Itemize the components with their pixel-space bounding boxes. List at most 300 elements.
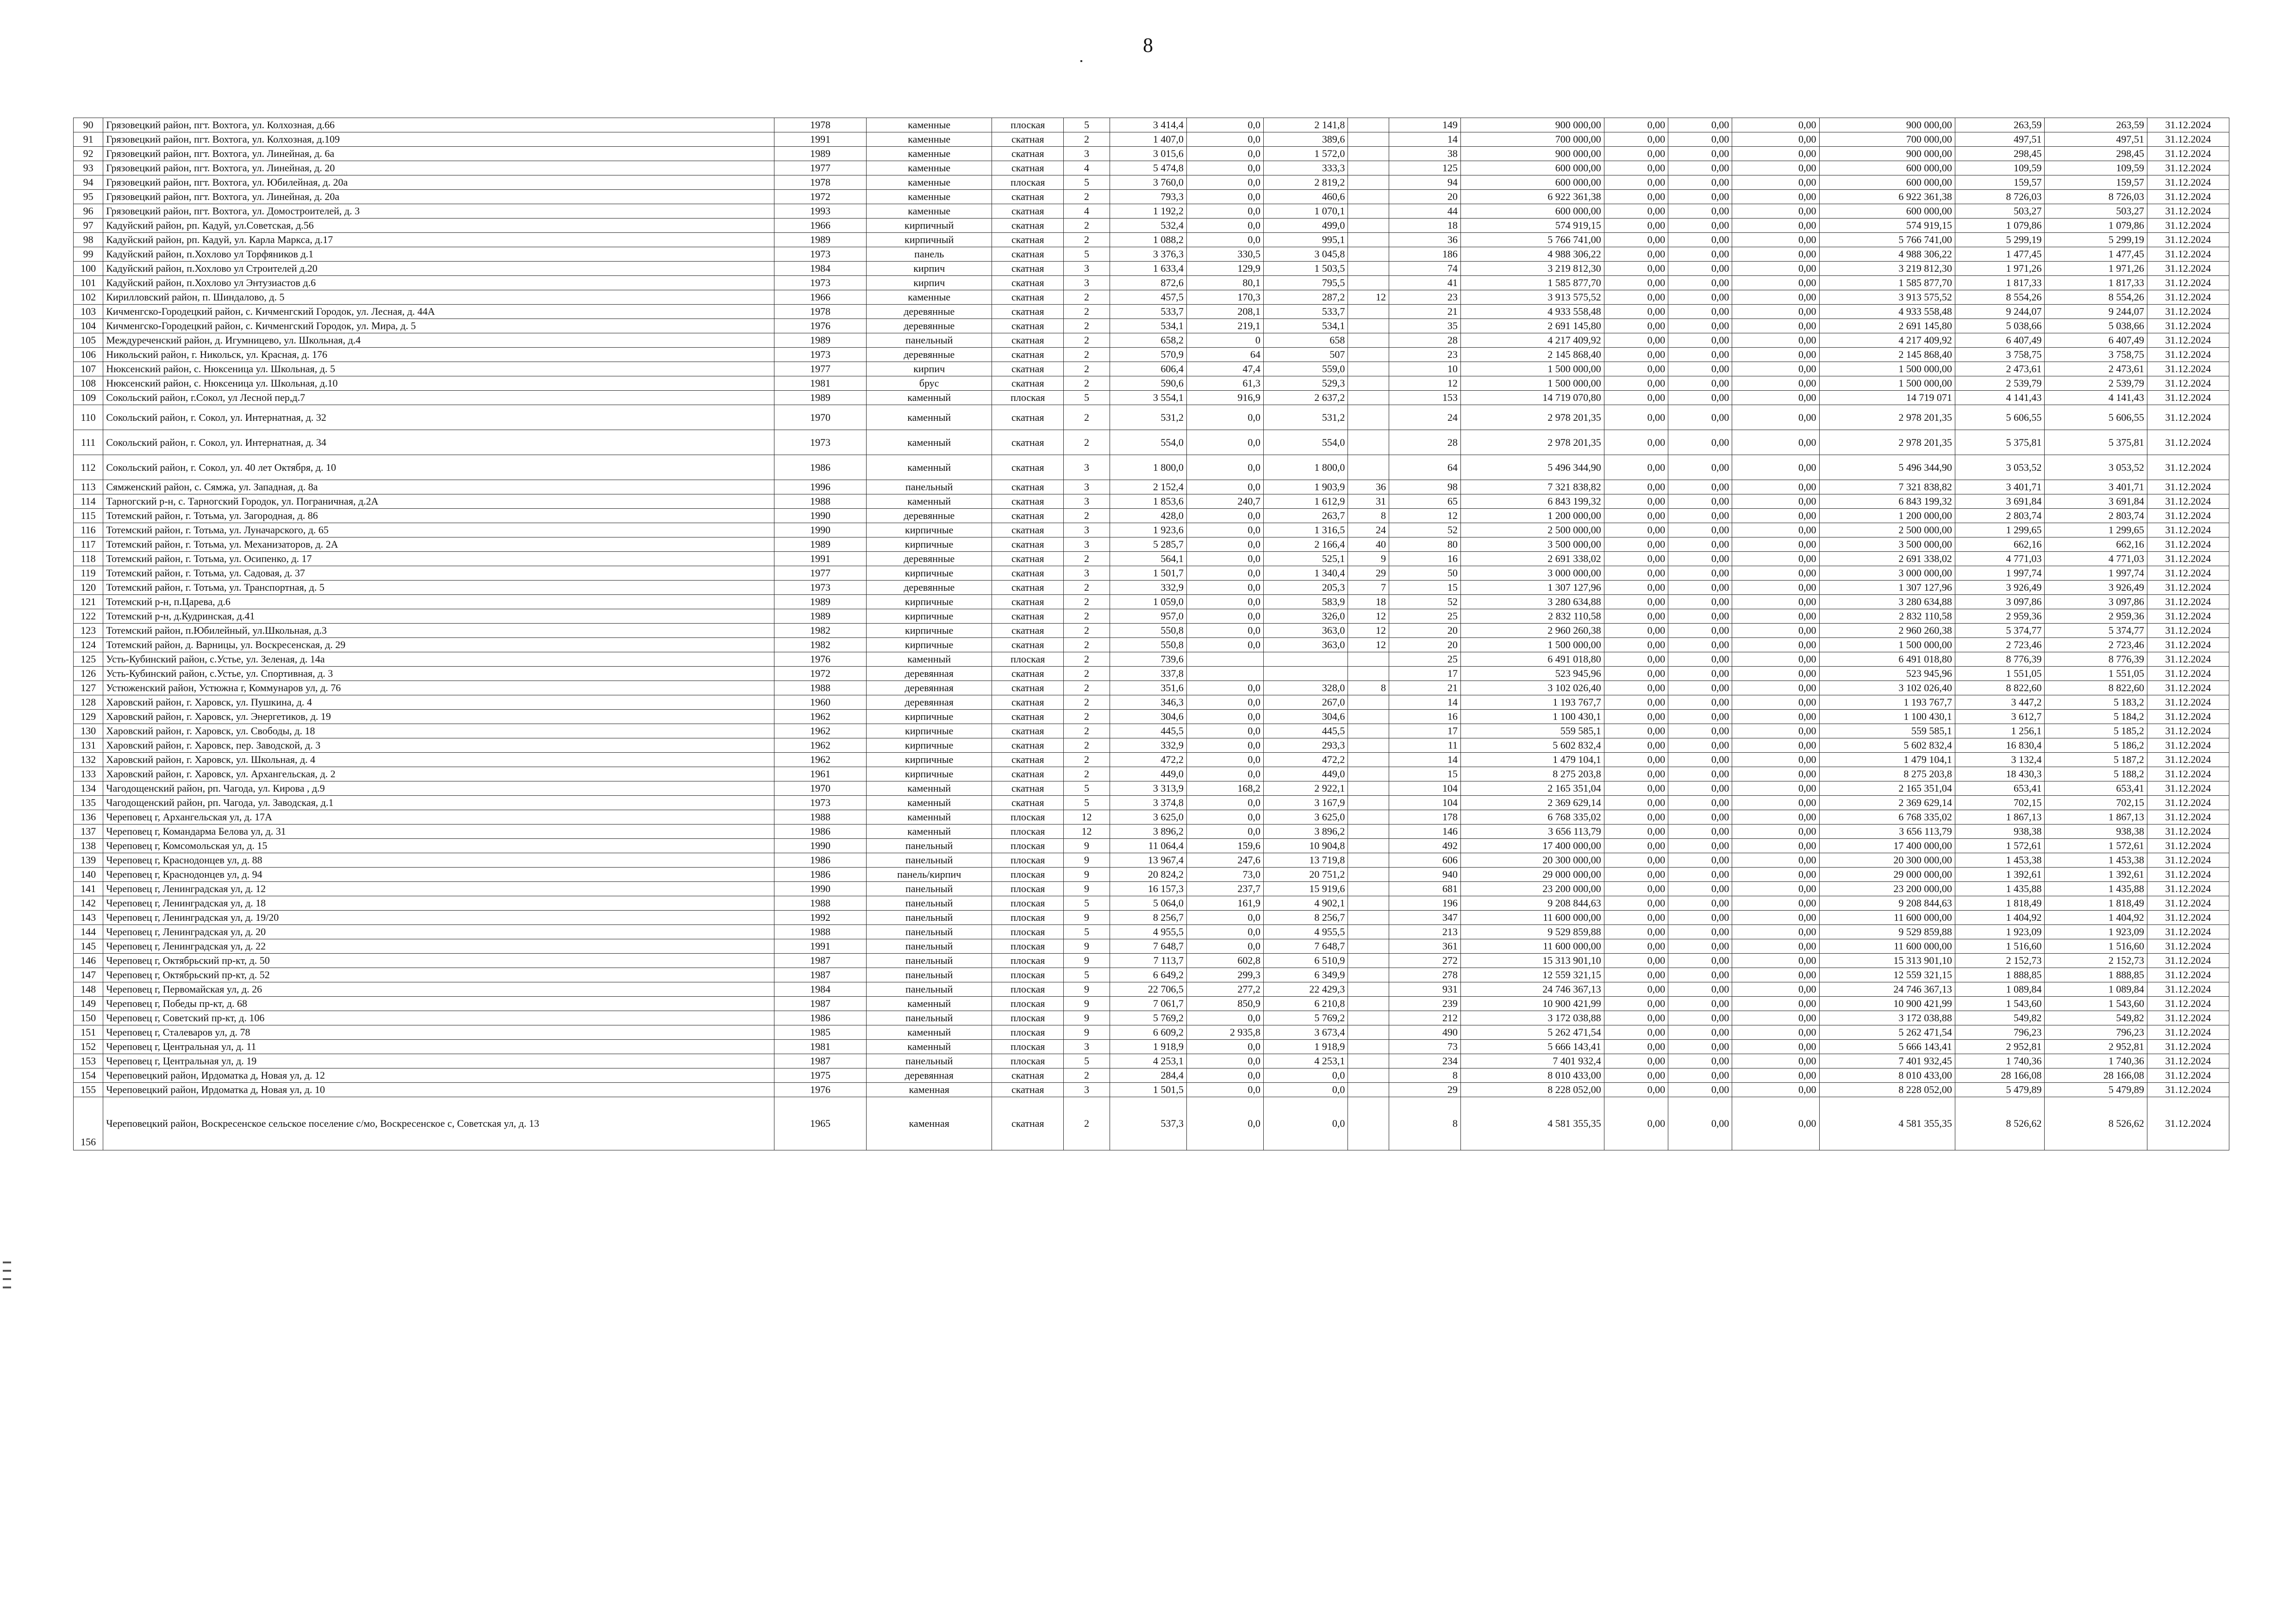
cost-fund-source-3-cell: 0,00: [1732, 810, 1819, 824]
apartments-cell: [1348, 939, 1389, 954]
address-cell: Тотемский р-н, д.Кудринская, д.41: [103, 609, 774, 624]
cost-total-repeat-cell: 12 559 321,15: [1819, 968, 1955, 982]
cost-fund-source-2-cell: 0,00: [1668, 781, 1732, 796]
address-cell: Череповец г, Центральная ул, д. 11: [103, 1040, 774, 1054]
row-index-cell: 153: [74, 1054, 103, 1068]
wall-material-cell: кирпичные: [867, 523, 992, 537]
cost-fund-source-1-cell: 0,00: [1604, 738, 1668, 753]
residents-cell: 74: [1389, 262, 1460, 276]
table-row: [74, 391, 2229, 405]
address-cell: Сямженский район, с. Сямжа, ул. Западная, д. 8а: [103, 480, 774, 494]
nonresidential-area-cell: 277,2: [1186, 982, 1263, 997]
roof-type-cell: скатная: [992, 523, 1064, 537]
completion-date-cell: 31.12.2024: [2147, 767, 2229, 781]
completion-date-cell: 31.12.2024: [2147, 147, 2229, 161]
cost-fund-source-3-cell: 0,00: [1732, 175, 1819, 190]
total-area-cell: 351,6: [1110, 681, 1186, 695]
cost-total-repeat-cell: 2 145 868,40: [1819, 348, 1955, 362]
total-area-cell: 564,1: [1110, 552, 1186, 566]
nonresidential-area-cell: 219,1: [1186, 319, 1263, 333]
cost-per-sqm-cell: 159,57: [1955, 175, 2045, 190]
cost-fund-source-3-cell: 0,00: [1732, 376, 1819, 391]
total-cost-cell: 5 766 741,00: [1460, 233, 1604, 247]
cost-fund-source-2-cell: 0,00: [1668, 262, 1732, 276]
row-index-cell: 145: [74, 939, 103, 954]
completion-date-cell: 31.12.2024: [2147, 724, 2229, 738]
residents-cell: 98: [1389, 480, 1460, 494]
residents-cell: 146: [1389, 824, 1460, 839]
cost-total-repeat-cell: 8 275 203,8: [1819, 767, 1955, 781]
roof-type-cell: плоская: [992, 118, 1064, 132]
total-area-cell: 428,0: [1110, 509, 1186, 523]
completion-date-cell: 31.12.2024: [2147, 333, 2229, 348]
roof-type-cell: скатная: [992, 132, 1064, 147]
cost-fund-source-1-cell: 0,00: [1604, 405, 1668, 430]
table-row: [74, 566, 2229, 581]
cost-total-repeat-cell: 3 000 000,00: [1819, 566, 1955, 581]
cost-fund-source-2-cell: 0,00: [1668, 319, 1732, 333]
total-cost-cell: 2 165 351,04: [1460, 781, 1604, 796]
cost-fund-source-1-cell: 0,00: [1604, 1054, 1668, 1068]
wall-material-cell: каменный: [867, 405, 992, 430]
cost-fund-source-3-cell: 0,00: [1732, 147, 1819, 161]
table-row: [74, 839, 2229, 853]
residents-cell: 196: [1389, 896, 1460, 911]
roof-type-cell: скатная: [992, 333, 1064, 348]
cost-fund-source-2-cell: 0,00: [1668, 190, 1732, 204]
cost-fund-source-1-cell: 0,00: [1604, 1011, 1668, 1025]
cost-fund-source-2-cell: 0,00: [1668, 132, 1732, 147]
total-area-cell: 4 955,5: [1110, 925, 1186, 939]
cost-fund-source-3-cell: 0,00: [1732, 1097, 1819, 1150]
residents-cell: 23: [1389, 348, 1460, 362]
total-area-cell: 3 554,1: [1110, 391, 1186, 405]
address-cell: Тарногский р-н, с. Тарногский Городок, ул. Пограничная, д.2А: [103, 494, 774, 509]
cost-limit-per-sqm-cell: 1 392,61: [2045, 868, 2147, 882]
cost-fund-source-2-cell: 0,00: [1668, 118, 1732, 132]
roof-type-cell: скатная: [992, 405, 1064, 430]
cost-limit-per-sqm-cell: 938,38: [2045, 824, 2147, 839]
floors-cell: 3: [1064, 537, 1110, 552]
apartments-cell: [1348, 319, 1389, 333]
cost-limit-per-sqm-cell: 5 186,2: [2045, 738, 2147, 753]
total-area-cell: 550,8: [1110, 624, 1186, 638]
nonresidential-area-cell: 602,8: [1186, 954, 1263, 968]
cost-total-repeat-cell: 900 000,00: [1819, 118, 1955, 132]
address-cell: Тотемский район, п.Юбилейный, ул.Школьная, д.3: [103, 624, 774, 638]
cost-fund-source-1-cell: 0,00: [1604, 839, 1668, 853]
nonresidential-area-cell: 0,0: [1186, 552, 1263, 566]
cost-fund-source-3-cell: 0,00: [1732, 781, 1819, 796]
row-index-cell: 147: [74, 968, 103, 982]
cost-fund-source-2-cell: 0,00: [1668, 147, 1732, 161]
roof-type-cell: скатная: [992, 509, 1064, 523]
cost-per-sqm-cell: 3 097,86: [1955, 595, 2045, 609]
address-cell: Харовский район, г. Харовск, ул. Школьная, д. 4: [103, 753, 774, 767]
cost-fund-source-3-cell: 0,00: [1732, 939, 1819, 954]
address-cell: Грязовецкий район, пгт. Вохтога, ул. Линейная, д. 20а: [103, 190, 774, 204]
residential-area-cell: 472,2: [1263, 753, 1348, 767]
cost-limit-per-sqm-cell: 2 539,79: [2045, 376, 2147, 391]
nonresidential-area-cell: 0,0: [1186, 638, 1263, 652]
completion-date-cell: 31.12.2024: [2147, 523, 2229, 537]
build-year-cell: 1978: [774, 305, 866, 319]
total-area-cell: 534,1: [1110, 319, 1186, 333]
residential-area-cell: 1 503,5: [1263, 262, 1348, 276]
apartments-cell: [1348, 1068, 1389, 1083]
apartments-cell: [1348, 911, 1389, 925]
cost-total-repeat-cell: 2 369 629,14: [1819, 796, 1955, 810]
cost-fund-source-3-cell: 0,00: [1732, 190, 1819, 204]
completion-date-cell: 31.12.2024: [2147, 190, 2229, 204]
total-area-cell: 284,4: [1110, 1068, 1186, 1083]
cost-fund-source-3-cell: 0,00: [1732, 1068, 1819, 1083]
residential-area-cell: 0,0: [1263, 1083, 1348, 1097]
cost-total-repeat-cell: 2 978 201,35: [1819, 430, 1955, 455]
floors-cell: 2: [1064, 319, 1110, 333]
cost-limit-per-sqm-cell: 1 477,45: [2045, 247, 2147, 262]
residential-area-cell: 263,7: [1263, 509, 1348, 523]
floors-cell: 2: [1064, 362, 1110, 376]
cost-per-sqm-cell: 1 516,60: [1955, 939, 2045, 954]
nonresidential-area-cell: 0,0: [1186, 595, 1263, 609]
cost-fund-source-3-cell: 0,00: [1732, 1083, 1819, 1097]
residential-area-cell: 3 896,2: [1263, 824, 1348, 839]
cost-per-sqm-cell: 1 572,61: [1955, 839, 2045, 853]
table-row: [74, 1068, 2229, 1083]
wall-material-cell: каменные: [867, 175, 992, 190]
address-cell: Грязовецкий район, пгт. Вохтога, ул. Колхозная, д.109: [103, 132, 774, 147]
residential-area-cell: 293,3: [1263, 738, 1348, 753]
nonresidential-area-cell: 0,0: [1186, 219, 1263, 233]
apartments-cell: [1348, 925, 1389, 939]
floors-cell: 9: [1064, 868, 1110, 882]
table-row: [74, 638, 2229, 652]
residential-area-cell: 22 429,3: [1263, 982, 1348, 997]
cost-per-sqm-cell: 796,23: [1955, 1025, 2045, 1040]
nonresidential-area-cell: 0,0: [1186, 566, 1263, 581]
housing-registry-table: [73, 118, 2229, 1150]
build-year-cell: 1989: [774, 233, 866, 247]
cost-fund-source-2-cell: 0,00: [1668, 624, 1732, 638]
completion-date-cell: 31.12.2024: [2147, 175, 2229, 190]
cost-fund-source-2-cell: 0,00: [1668, 810, 1732, 824]
nonresidential-area-cell: 0,0: [1186, 1083, 1263, 1097]
completion-date-cell: 31.12.2024: [2147, 204, 2229, 219]
total-cost-cell: 600 000,00: [1460, 161, 1604, 175]
floors-cell: 9: [1064, 839, 1110, 853]
table-row: [74, 175, 2229, 190]
cost-fund-source-3-cell: 0,00: [1732, 233, 1819, 247]
floors-cell: 3: [1064, 480, 1110, 494]
cost-total-repeat-cell: 1 200 000,00: [1819, 509, 1955, 523]
floors-cell: 3: [1064, 276, 1110, 290]
cost-limit-per-sqm-cell: 8 526,62: [2045, 1097, 2147, 1150]
residential-area-cell: 389,6: [1263, 132, 1348, 147]
cost-per-sqm-cell: 1 551,05: [1955, 667, 2045, 681]
completion-date-cell: 31.12.2024: [2147, 681, 2229, 695]
build-year-cell: 1973: [774, 276, 866, 290]
apartments-cell: 12: [1348, 290, 1389, 305]
table-row: [74, 810, 2229, 824]
wall-material-cell: кирпичные: [867, 753, 992, 767]
floors-cell: 5: [1064, 391, 1110, 405]
cost-total-repeat-cell: 5 766 741,00: [1819, 233, 1955, 247]
address-cell: Тотемский район, г. Тотьма, ул. Садовая, д. 37: [103, 566, 774, 581]
roof-type-cell: плоская: [992, 1040, 1064, 1054]
build-year-cell: 1993: [774, 204, 866, 219]
row-index-cell: 146: [74, 954, 103, 968]
residents-cell: 10: [1389, 362, 1460, 376]
cost-total-repeat-cell: 23 200 000,00: [1819, 882, 1955, 896]
completion-date-cell: 31.12.2024: [2147, 430, 2229, 455]
cost-per-sqm-cell: 1 435,88: [1955, 882, 2045, 896]
build-year-cell: 1991: [774, 552, 866, 566]
roof-type-cell: скатная: [992, 362, 1064, 376]
build-year-cell: 1991: [774, 132, 866, 147]
floors-cell: 2: [1064, 609, 1110, 624]
roof-type-cell: плоская: [992, 982, 1064, 997]
cost-fund-source-2-cell: 0,00: [1668, 290, 1732, 305]
cost-fund-source-3-cell: 0,00: [1732, 824, 1819, 839]
cost-total-repeat-cell: 1 500 000,00: [1819, 376, 1955, 391]
cost-per-sqm-cell: 662,16: [1955, 537, 2045, 552]
cost-fund-source-3-cell: 0,00: [1732, 624, 1819, 638]
table-row: [74, 147, 2229, 161]
address-cell: Череповец г, Архангельская ул, д. 17А: [103, 810, 774, 824]
floors-cell: 2: [1064, 305, 1110, 319]
cost-fund-source-1-cell: 0,00: [1604, 391, 1668, 405]
cost-per-sqm-cell: 1 888,85: [1955, 968, 2045, 982]
cost-limit-per-sqm-cell: 662,16: [2045, 537, 2147, 552]
cost-fund-source-2-cell: 0,00: [1668, 868, 1732, 882]
table-row: [74, 118, 2229, 132]
cost-per-sqm-cell: 938,38: [1955, 824, 2045, 839]
apartments-cell: [1348, 219, 1389, 233]
roof-type-cell: скатная: [992, 1097, 1064, 1150]
total-cost-cell: 24 746 367,13: [1460, 982, 1604, 997]
cost-total-repeat-cell: 11 600 000,00: [1819, 939, 1955, 954]
total-cost-cell: 523 945,96: [1460, 667, 1604, 681]
cost-per-sqm-cell: 9 244,07: [1955, 305, 2045, 319]
address-cell: Сокольский район, г. Сокол, ул. 40 лет Октября, д. 10: [103, 455, 774, 480]
residents-cell: 64: [1389, 455, 1460, 480]
total-cost-cell: 3 280 634,88: [1460, 595, 1604, 609]
cost-fund-source-1-cell: 0,00: [1604, 581, 1668, 595]
total-area-cell: 1 501,5: [1110, 1083, 1186, 1097]
address-cell: Усть-Кубинский район, с.Устье, ул. Спортивная, д. 3: [103, 667, 774, 681]
completion-date-cell: 31.12.2024: [2147, 595, 2229, 609]
residential-area-cell: 445,5: [1263, 724, 1348, 738]
nonresidential-area-cell: 0,0: [1186, 118, 1263, 132]
roof-type-cell: скатная: [992, 753, 1064, 767]
roof-type-cell: скатная: [992, 738, 1064, 753]
row-index-cell: 104: [74, 319, 103, 333]
roof-type-cell: скатная: [992, 376, 1064, 391]
table-row: [74, 537, 2229, 552]
cost-fund-source-2-cell: 0,00: [1668, 276, 1732, 290]
floors-cell: 2: [1064, 190, 1110, 204]
wall-material-cell: панель: [867, 247, 992, 262]
address-cell: Череповец г, Ленинградская ул, д. 18: [103, 896, 774, 911]
cost-total-repeat-cell: 24 746 367,13: [1819, 982, 1955, 997]
address-cell: Никольский район, г. Никольск, ул. Красная, д. 176: [103, 348, 774, 362]
completion-date-cell: 31.12.2024: [2147, 276, 2229, 290]
total-area-cell: 1 800,0: [1110, 455, 1186, 480]
residents-cell: 80: [1389, 537, 1460, 552]
residents-cell: 213: [1389, 925, 1460, 939]
address-cell: Усть-Кубинский район, с.Устье, ул. Зеленая, д. 14а: [103, 652, 774, 667]
total-cost-cell: 2 832 110,58: [1460, 609, 1604, 624]
cost-fund-source-3-cell: 0,00: [1732, 609, 1819, 624]
wall-material-cell: панельный: [867, 911, 992, 925]
cost-total-repeat-cell: 2 691 338,02: [1819, 552, 1955, 566]
nonresidential-area-cell: 0,0: [1186, 190, 1263, 204]
address-cell: Грязовецкий район, пгт. Вохтога, ул. Колхозная, д.66: [103, 118, 774, 132]
total-area-cell: 5 064,0: [1110, 896, 1186, 911]
table-row: [74, 581, 2229, 595]
roof-type-cell: скатная: [992, 624, 1064, 638]
cost-fund-source-1-cell: 0,00: [1604, 796, 1668, 810]
cost-per-sqm-cell: 3 691,84: [1955, 494, 2045, 509]
wall-material-cell: каменный: [867, 1025, 992, 1040]
floors-cell: 5: [1064, 896, 1110, 911]
row-index-cell: 151: [74, 1025, 103, 1040]
address-cell: Череповец г, Командарма Белова ул, д. 31: [103, 824, 774, 839]
residents-cell: 178: [1389, 810, 1460, 824]
cost-total-repeat-cell: 600 000,00: [1819, 175, 1955, 190]
cost-limit-per-sqm-cell: 5 374,77: [2045, 624, 2147, 638]
build-year-cell: 1976: [774, 319, 866, 333]
address-cell: Сокольский район, г.Сокол, ул Лесной пер,д.7: [103, 391, 774, 405]
address-cell: Устюженский район, Устюжна г, Коммунаров ул, д. 76: [103, 681, 774, 695]
completion-date-cell: 31.12.2024: [2147, 348, 2229, 362]
cost-fund-source-2-cell: 0,00: [1668, 1054, 1732, 1068]
total-area-cell: 658,2: [1110, 333, 1186, 348]
cost-limit-per-sqm-cell: 2 803,74: [2045, 509, 2147, 523]
completion-date-cell: 31.12.2024: [2147, 695, 2229, 710]
row-index-cell: 99: [74, 247, 103, 262]
residents-cell: 361: [1389, 939, 1460, 954]
apartments-cell: [1348, 362, 1389, 376]
cost-total-repeat-cell: 1 193 767,7: [1819, 695, 1955, 710]
cost-per-sqm-cell: 5 038,66: [1955, 319, 2045, 333]
total-area-cell: 20 824,2: [1110, 868, 1186, 882]
row-index-cell: 119: [74, 566, 103, 581]
cost-per-sqm-cell: 3 447,2: [1955, 695, 2045, 710]
cost-fund-source-3-cell: 0,00: [1732, 566, 1819, 581]
wall-material-cell: деревянная: [867, 1068, 992, 1083]
floors-cell: 2: [1064, 348, 1110, 362]
row-index-cell: 128: [74, 695, 103, 710]
cost-limit-per-sqm-cell: 1 888,85: [2045, 968, 2147, 982]
cost-fund-source-2-cell: 0,00: [1668, 219, 1732, 233]
apartments-cell: [1348, 376, 1389, 391]
table-row: [74, 455, 2229, 480]
cost-limit-per-sqm-cell: 5 606,55: [2045, 405, 2147, 430]
completion-date-cell: 31.12.2024: [2147, 219, 2229, 233]
completion-date-cell: 31.12.2024: [2147, 305, 2229, 319]
residents-cell: 20: [1389, 190, 1460, 204]
row-index-cell: 100: [74, 262, 103, 276]
cost-fund-source-2-cell: 0,00: [1668, 537, 1732, 552]
apartments-cell: 31: [1348, 494, 1389, 509]
cost-total-repeat-cell: 600 000,00: [1819, 204, 1955, 219]
wall-material-cell: панельный: [867, 333, 992, 348]
nonresidential-area-cell: 0,0: [1186, 509, 1263, 523]
floors-cell: 3: [1064, 566, 1110, 581]
nonresidential-area-cell: 2 935,8: [1186, 1025, 1263, 1040]
cost-total-repeat-cell: 9 529 859,88: [1819, 925, 1955, 939]
wall-material-cell: кирпичные: [867, 724, 992, 738]
row-index-cell: 113: [74, 480, 103, 494]
residential-area-cell: 554,0: [1263, 430, 1348, 455]
address-cell: Череповец г, Первомайская ул, д. 26: [103, 982, 774, 997]
residential-area-cell: 328,0: [1263, 681, 1348, 695]
completion-date-cell: 31.12.2024: [2147, 455, 2229, 480]
cost-fund-source-3-cell: 0,00: [1732, 882, 1819, 896]
row-index-cell: 110: [74, 405, 103, 430]
cost-per-sqm-cell: 1 818,49: [1955, 896, 2045, 911]
wall-material-cell: кирпич: [867, 276, 992, 290]
cost-limit-per-sqm-cell: 1 453,38: [2045, 853, 2147, 868]
nonresidential-area-cell: 0,0: [1186, 480, 1263, 494]
build-year-cell: 1990: [774, 839, 866, 853]
completion-date-cell: 31.12.2024: [2147, 1011, 2229, 1025]
cost-fund-source-3-cell: 0,00: [1732, 552, 1819, 566]
row-index-cell: 152: [74, 1040, 103, 1054]
row-index-cell: 131: [74, 738, 103, 753]
residents-cell: 186: [1389, 247, 1460, 262]
cost-limit-per-sqm-cell: 1 818,49: [2045, 896, 2147, 911]
apartments-cell: [1348, 233, 1389, 247]
table-row: [74, 853, 2229, 868]
total-area-cell: 332,9: [1110, 738, 1186, 753]
build-year-cell: 1973: [774, 430, 866, 455]
total-area-cell: 872,6: [1110, 276, 1186, 290]
cost-per-sqm-cell: 2 473,61: [1955, 362, 2045, 376]
residents-cell: 490: [1389, 1025, 1460, 1040]
cost-total-repeat-cell: 15 313 901,10: [1819, 954, 1955, 968]
address-cell: Сокольский район, г. Сокол, ул. Интернатная, д. 32: [103, 405, 774, 430]
floors-cell: 2: [1064, 552, 1110, 566]
residential-area-cell: 1 612,9: [1263, 494, 1348, 509]
residents-cell: 20: [1389, 624, 1460, 638]
completion-date-cell: 31.12.2024: [2147, 796, 2229, 810]
apartments-cell: [1348, 1097, 1389, 1150]
wall-material-cell: панельный: [867, 896, 992, 911]
total-area-cell: 1 059,0: [1110, 595, 1186, 609]
total-area-cell: 445,5: [1110, 724, 1186, 738]
cost-fund-source-2-cell: 0,00: [1668, 391, 1732, 405]
address-cell: Череповец г, Октябрьский пр-кт, д. 52: [103, 968, 774, 982]
build-year-cell: 1985: [774, 1025, 866, 1040]
floors-cell: 2: [1064, 405, 1110, 430]
residents-cell: 23: [1389, 290, 1460, 305]
cost-limit-per-sqm-cell: 9 244,07: [2045, 305, 2147, 319]
cost-fund-source-2-cell: 0,00: [1668, 494, 1732, 509]
residential-area-cell: 20 751,2: [1263, 868, 1348, 882]
completion-date-cell: 31.12.2024: [2147, 247, 2229, 262]
cost-fund-source-3-cell: 0,00: [1732, 853, 1819, 868]
apartments-cell: [1348, 405, 1389, 430]
roof-type-cell: плоская: [992, 868, 1064, 882]
residents-cell: 125: [1389, 161, 1460, 175]
cost-total-repeat-cell: 1 100 430,1: [1819, 710, 1955, 724]
cost-limit-per-sqm-cell: 159,57: [2045, 175, 2147, 190]
apartments-cell: [1348, 896, 1389, 911]
residents-cell: 278: [1389, 968, 1460, 982]
